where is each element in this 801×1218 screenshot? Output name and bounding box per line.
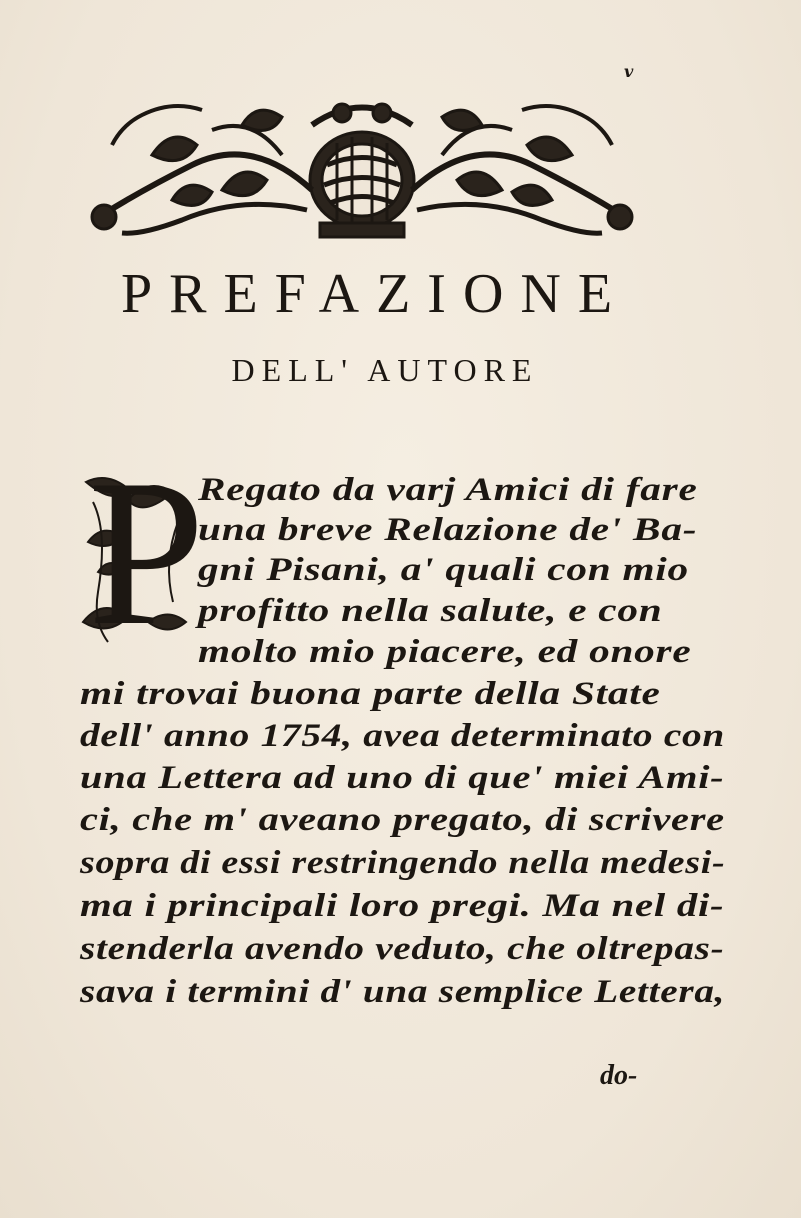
body-line-8: una Lettera ad uno di que' miei Ami- — [80, 760, 725, 796]
catchword: do- — [600, 1060, 638, 1091]
body-line-4: profitto nella salute, e con — [198, 593, 663, 629]
body-line-13: sava i termini d' una semplice Lettera, — [80, 974, 726, 1010]
decorated-initial-p-icon — [78, 472, 190, 654]
body-line-12: stenderla avendo veduto, che oltrepas- — [80, 931, 725, 967]
floral-basket-headpiece-icon — [82, 95, 642, 245]
body-line-5: molto mio piacere, ed onore — [198, 634, 692, 670]
body-line-2: una breve Relazione de' Ba- — [198, 512, 698, 548]
body-line-10: sopra di essi restringendo nella medesi- — [80, 845, 726, 881]
page-subtitle: DELL' AUTORE — [231, 352, 539, 388]
body-line-11: ma i principali loro pregi. Ma nel di- — [80, 888, 725, 924]
body-line-3: gni Pisani, a' quali con mio — [198, 552, 689, 588]
drop-cap-initial: P — [88, 437, 205, 669]
page-title: PREFAZIONE — [120, 263, 630, 325]
body-line-9: ci, che m' aveano pregato, di scrivere — [80, 802, 725, 838]
signature-mark: v — [624, 62, 634, 81]
body-line-1: Regato da varj Amici di fare — [198, 472, 698, 508]
body-line-6: mi trovai buona parte della State — [80, 676, 661, 712]
body-line-7: dell' anno 1754, avea determinato con — [80, 718, 726, 754]
